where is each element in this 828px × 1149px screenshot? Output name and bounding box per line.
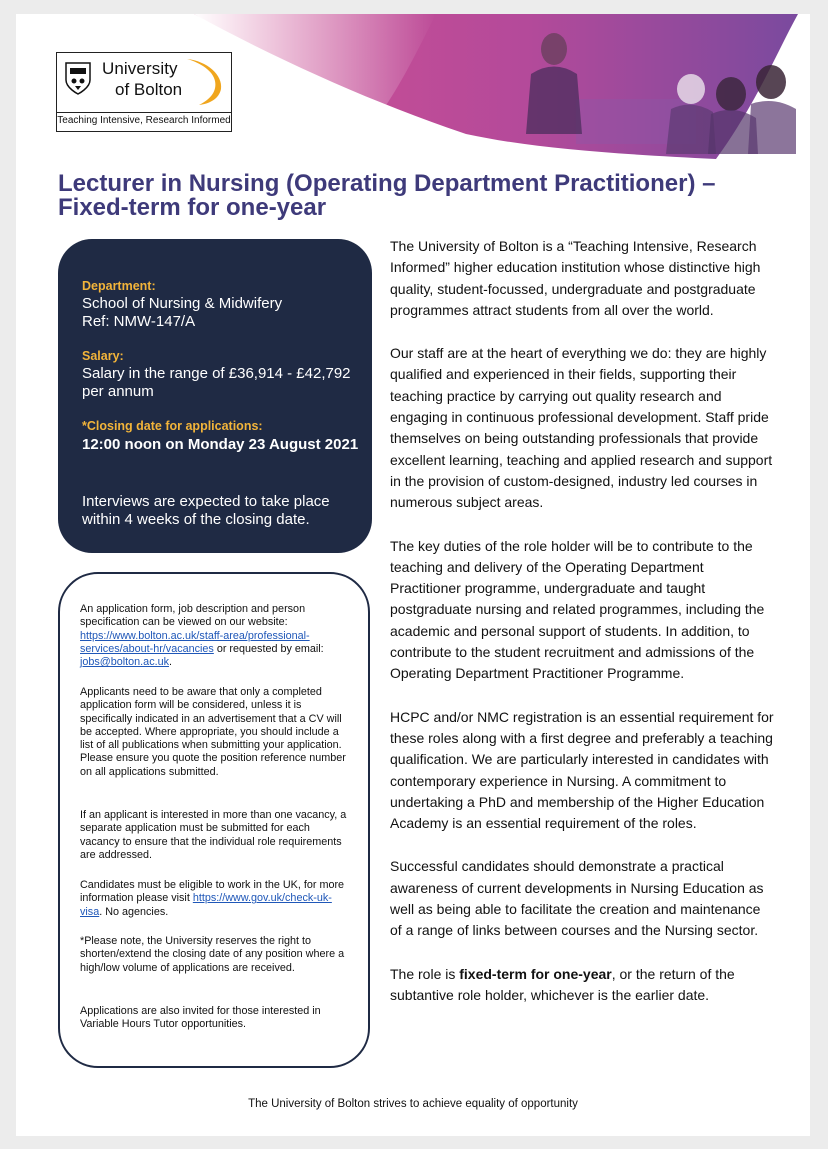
logo-line-1: University [102, 59, 178, 78]
reference-number: Ref: NMW-147/A [82, 313, 196, 330]
equality-footer: The University of Bolton strives to achieve equality of opportunity [248, 1098, 578, 1110]
logo-tagline: Teaching Intensive, Research Informed [57, 112, 231, 126]
university-logo [56, 52, 232, 132]
body-paragraph-duties: The key duties of the role holder will be to contribute to the teaching and delivery of the Operating Department Practitioner programme, undergraduate and taught postgraduate nursing and related programmes, including the academic and personal support of students. In addition, to contribute to the student recruitment and admissions of the Operating Department Practitioner Programme. [390, 537, 765, 682]
closing-date-value: 12:00 noon on Monday 23 August 2021 [82, 436, 359, 453]
body-paragraph-candidates: Successful candidates should demonstrate a practical awareness of current developments in Nursing Education as well as being able to facilitate the creation and maintenance of a range of links between courses and the Nursing sector. [390, 858, 764, 939]
visa-check-link[interactable]: https://www.gov.uk/check-uk-visa [80, 892, 332, 918]
body-text-column [390, 236, 776, 1028]
body-paragraph-requirements: HCPC and/or NMC registration is an essential requirement for these roles along with a first degree and preferably a teaching qualification. We are particularly interested in candidates with contemporary experience in Nursing. A commitment to undertaking a PhD and membership of the Higher Education Academy is an essential requirement of the roles. [390, 708, 774, 832]
page-title: Lecturer in Nursing (Operating Department Practitioner) – Fixed-term for one-year [58, 170, 716, 221]
job-advert-page [16, 14, 810, 1136]
salary-value: Salary in the range of £36,914 - £42,792 per annum [82, 365, 351, 400]
application-info-box [58, 572, 370, 1068]
department-label: Department: [82, 279, 156, 293]
body-paragraph-term: The role is fixed-term for one-year, or the return of the subtantive role holder, whichever is the earlier date. [390, 965, 735, 1003]
variable-hours-note: Applications are also invited for those interested in Variable Hours Tutor opportunities. [80, 1005, 321, 1031]
closing-date-label: *Closing date for applications: [82, 419, 263, 433]
closing-date-note: *Please note, the University reserves the right to shorten/extend the closing date of any position where a high/low volume of applications are received. [80, 935, 345, 974]
body-paragraph-intro: The University of Bolton is a “Teaching Intensive, Research Informed” higher education institution whose distinctive high quality, student-focussed, undergraduate and postgraduate programmes attract students from all over the world. [390, 238, 761, 318]
salary-label: Salary: [82, 349, 124, 363]
fixed-term-emphasis: fixed-term for one-year [459, 965, 612, 982]
crest-icon [65, 62, 91, 95]
body-paragraph-staff: Our staff are at the heart of everything we do: they are highly qualified and experienced in their fields, supporting their teaching practice by carrying out quality research and engaging in continuous professional development. Staff pride themselves on being outstanding professionals that provide excellent learning, teaching and applied research and support in the provision of custom-designed, industry led courses in numerous subject areas. [390, 345, 773, 511]
cv-policy-paragraph: Applicants need to be aware that only a completed application form will be considered, unless it is specifically indicated in an advertisement that a CV will be accepted. Where appropriate, you should include a list of all publications when submitting your application. Please ensure you quote the position reference number on all applications submitted. [80, 686, 346, 778]
job-info-card [58, 239, 372, 553]
swoosh-icon [177, 57, 229, 107]
application-paragraph: An application form, job description and person specification can be viewed on our website: https://www.bolton.ac.uk/staff-area/professional-services/about-hr/vacancies or requested by email: jobs@bolton.ac.uk. [80, 603, 324, 669]
multiple-vacancy-paragraph: If an applicant is interested in more than one vacancy, a separate application must be submitted for each vacancy to ensure that the individual role requirements are addressed. [80, 809, 347, 861]
department-value: School of Nursing & Midwifery [82, 295, 283, 312]
interviews-note: Interviews are expected to take place within 4 weeks of the closing date. [82, 493, 330, 528]
logo-line-2: of Bolton [115, 80, 183, 99]
vacancies-link[interactable]: https://www.bolton.ac.uk/staff-area/professional-services/about-hr/vacancies [80, 629, 310, 655]
eligibility-paragraph: Candidates must be eligible to work in the UK, for more information please visit https://www.gov.uk/check-uk-visa. No agencies. [80, 879, 345, 918]
jobs-email-link[interactable]: jobs@bolton.ac.uk [80, 656, 169, 669]
